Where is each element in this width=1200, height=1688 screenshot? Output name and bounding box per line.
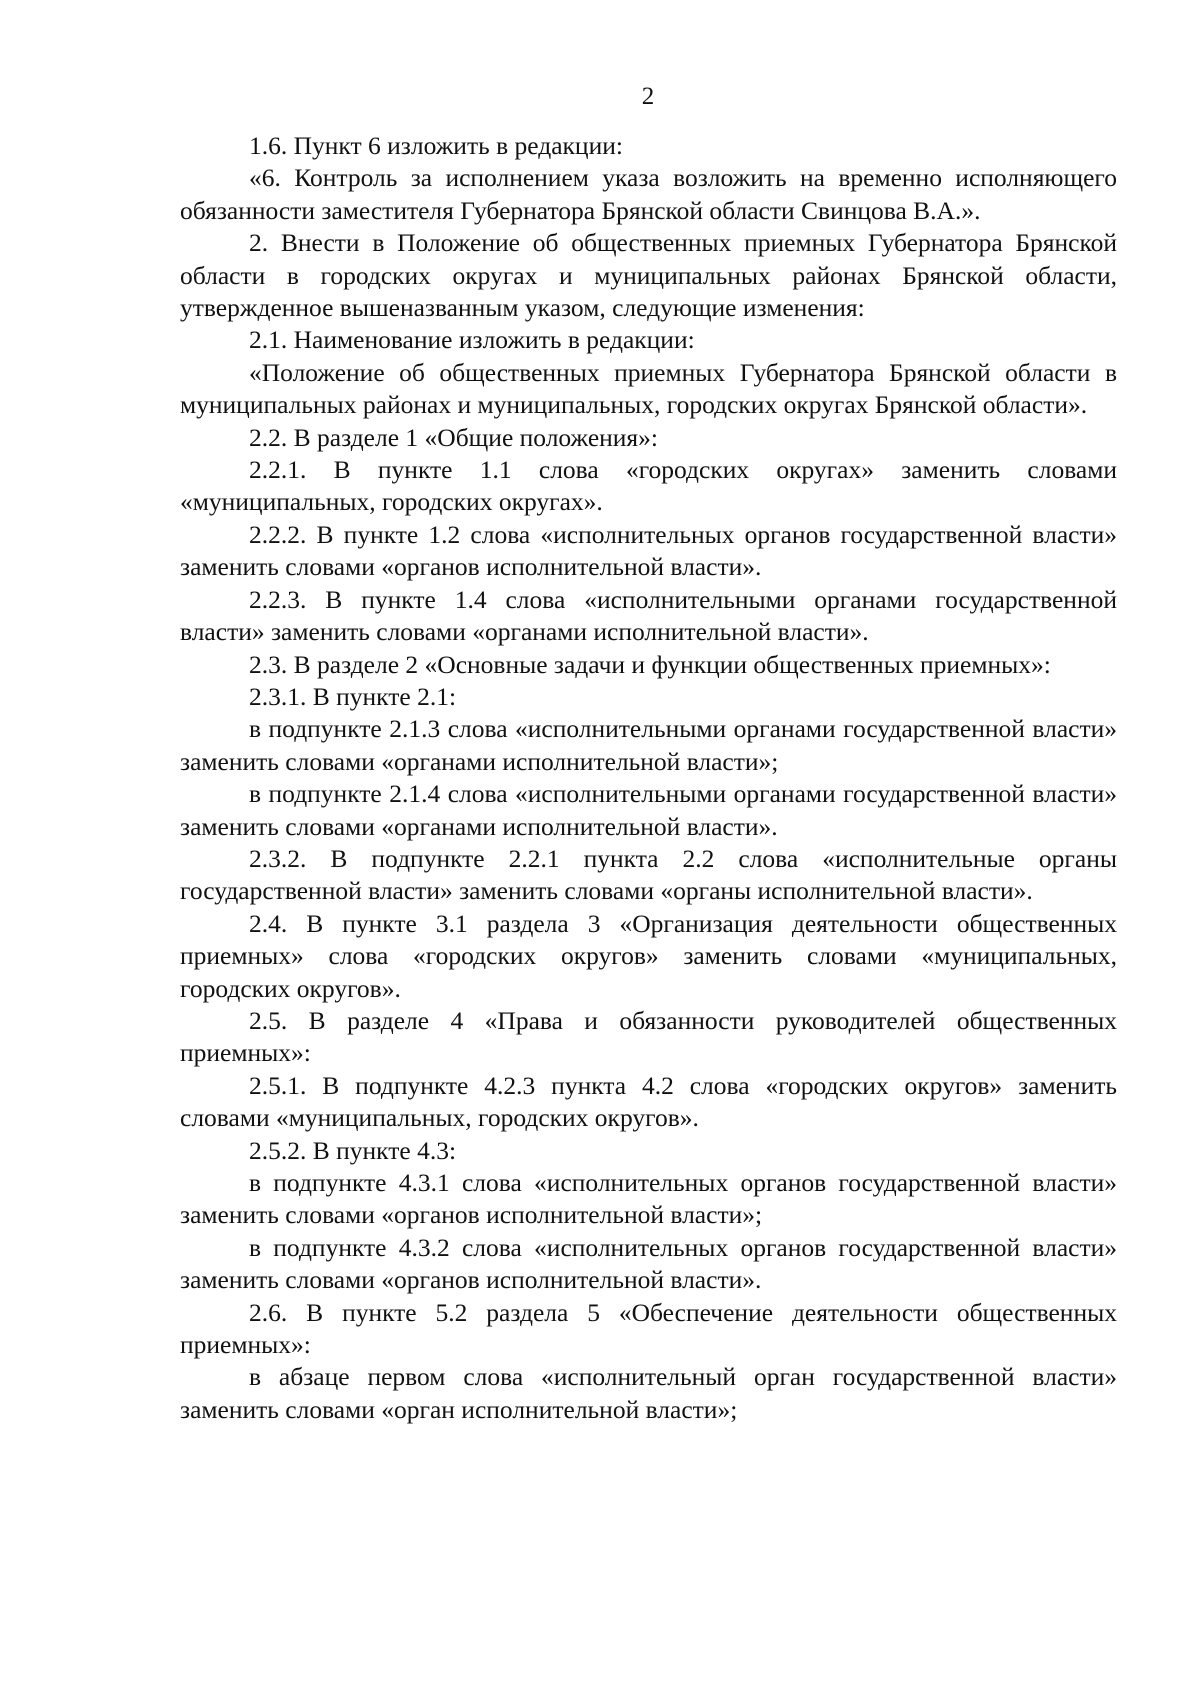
paragraph: «Положение об общественных приемных Губернатора Брянской области в муниципальных районах и муниципальных, городских округах Брянской области».: [180, 357, 1117, 420]
paragraph: 2.6. В пункте 5.2 раздела 5 «Обеспечение деятельности общественных приемных»:: [180, 1297, 1117, 1360]
paragraph: в подпункте 2.1.3 слова «исполнительными органами государственной власти» заменить словами «органами исполнительной власти»;: [180, 714, 1117, 776]
paragraph: 2.2.2. В пункте 1.2 слова «исполнительных органов государственной власти» заменить словами «органов исполнительной власти».: [180, 519, 1117, 582]
paragraph: в подпункте 2.1.4 слова «исполнительными органами государственной власти» заменить словами «органами исполнительной власти».: [180, 779, 1117, 841]
paragraph: в подпункте 4.3.2 слова «исполнительных органов государственной власти» заменить словами «органов исполнительной власти».: [180, 1232, 1117, 1295]
paragraph: 2.2. В разделе 1 «Общие положения»:: [249, 422, 658, 452]
paragraph: 2.5.1. В подпункте 4.2.3 пункта 4.2 слова «городских округов» заменить словами «муниципальных, городских округов».: [180, 1070, 1117, 1133]
paragraph: 1.6. Пункт 6 изложить в редакции:: [249, 131, 623, 160]
paragraph: 2.3.2. В подпункте 2.2.1 пункта 2.2 слова «исполнительные органы государственной власти» заменить словами «органы исполнительной власти».: [180, 843, 1117, 906]
paragraph: 2.3.1. В пункте 2.1:: [249, 681, 457, 711]
paragraph: 2.2.3. В пункте 1.4 слова «исполнительными органами государственной власти» заменить словами «органами исполнительной власти».: [180, 584, 1117, 647]
paragraph: «6. Контроль за исполнением указа возложить на временно исполняющего обязанности заместителя Губернатора Брянской области Свинцова В.А.».: [180, 163, 1117, 225]
document-body: [180, 130, 1117, 1426]
paragraph: 2.5.2. В пункте 4.3:: [249, 1135, 457, 1165]
paragraph: 2.3. В разделе 2 «Основные задачи и функции общественных приемных»:: [249, 649, 1051, 679]
paragraph: 2.5. В разделе 4 «Права и обязанности руководителей общественных приемных»:: [180, 1005, 1117, 1068]
page-number: 2: [641, 83, 655, 110]
paragraph: 2. Внести в Положение об общественных приемных Губернатора Брянской области в городских округах и муниципальных районах Брянской области, утвержденное вышеназванным указом, следующие изменения:: [180, 228, 1117, 323]
paragraph: 2.4. В пункте 3.1 раздела 3 «Организация деятельности общественных приемных» слова «городских округов» заменить словами «муниципальных, городских округов».: [180, 908, 1117, 1003]
paragraph: в абзаце первом слова «исполнительный орган государственной власти» заменить словами «орган исполнительной власти»;: [180, 1362, 1117, 1424]
paragraph: в подпункте 4.3.1 слова «исполнительных органов государственной власти» заменить словами «органов исполнительной власти»;: [180, 1168, 1117, 1230]
paragraph: 2.2.1. В пункте 1.1 слова «городских округах» заменить словами «муниципальных, городских округах».: [180, 455, 1117, 517]
paragraph: 2.1. Наименование изложить в редакции:: [249, 325, 695, 355]
